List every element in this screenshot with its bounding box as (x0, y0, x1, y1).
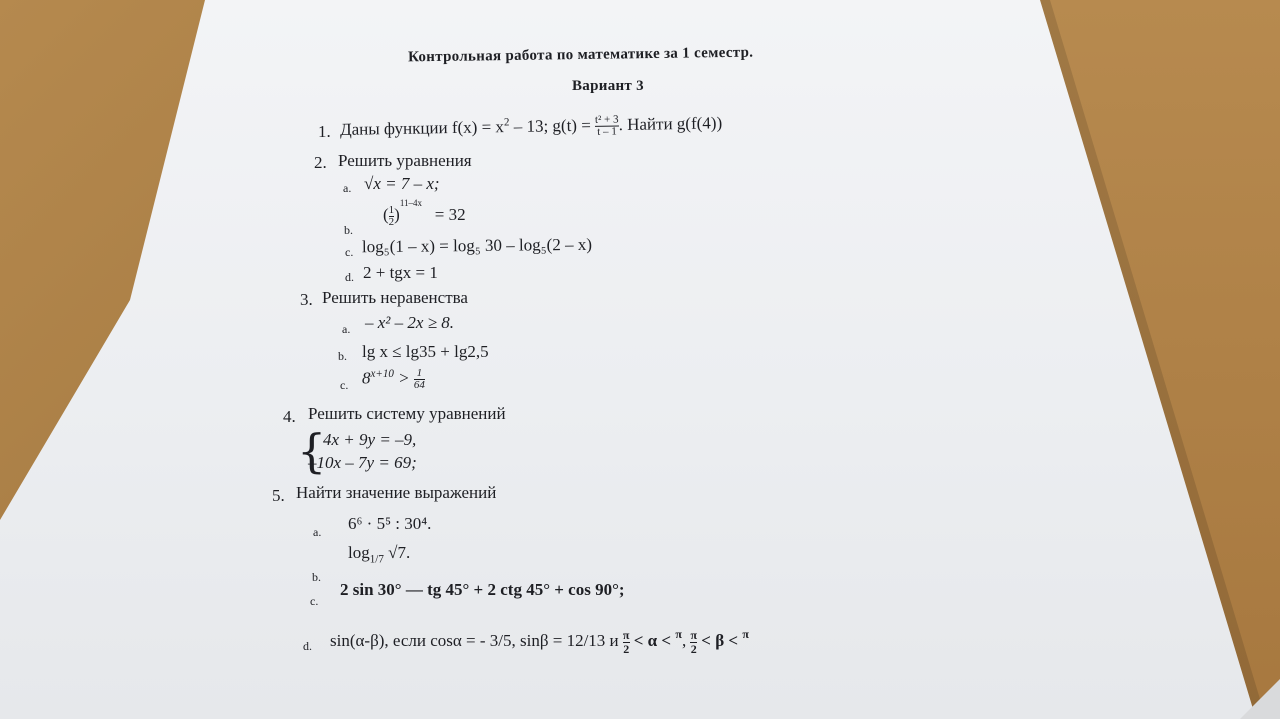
system-brace: { (297, 424, 327, 478)
task3-c-expr: $8^{x+10}$ > $\frac{1}{64}$ (362, 367, 425, 392)
task3-b-label: b. (338, 349, 347, 363)
task5-a-expr: 6⁶ · 5⁵ : 30⁴. (348, 514, 432, 533)
task5-c-expr: 2 sin 30° — tg 45° + 2 ctg 45° + cos 90°; (340, 580, 625, 599)
task4-eq2: –10x – 7y = 69; (308, 453, 417, 472)
task5-d-expr: sin(α-β), если cosα = - 3/5, sinβ = 12/13 и $\frac{\pi}{2}$ < α < $^\pi$, $\frac{\pi}{2}$ < β < $^\pi$ (330, 627, 749, 656)
task4-heading: Решить систему уравнений (308, 404, 506, 423)
task5-d-pi-half-1: $\frac{\pi}{2}$ (622, 627, 630, 656)
task2-b-expr: ( $\frac{1}{2}$ )$^{11-4x}$ = 32 (383, 198, 466, 228)
task5-b-expr: $\log_{1/7} √7$. (348, 543, 411, 566)
task5-a-label: a. (313, 525, 322, 539)
task3-b-expr: lg x ≤ lg35 + lg2,5 (362, 342, 489, 361)
variant-title: Вариант 3 (572, 78, 644, 94)
task4-eq1: 4x + 9y = –9, (323, 430, 417, 449)
task5-d-pi-half-2: $\frac{\pi}{2}$ (690, 627, 698, 656)
task2-b-label: b. (344, 223, 353, 237)
task4-number: 4. (283, 407, 296, 426)
task2-b-fraction: $\frac{1}{2}$ (388, 203, 395, 228)
task5-c-label: c. (310, 594, 319, 608)
task2-number: 2. (314, 153, 327, 172)
task3-number: 3. (300, 290, 313, 309)
task3-a-expr: – x² – 2x ≥ 8. (365, 313, 455, 332)
task5-number: 5. (272, 486, 285, 505)
task2-c-expr: log₅(1 – x) = log₅ 30 – log₅(2 – x) (361, 234, 593, 257)
task5-heading: Найти значение выражений (296, 483, 497, 502)
task2-heading: Решить уравнения (338, 151, 472, 170)
task2-a-expr: √x = 7 – x; (364, 174, 440, 193)
task3-a-label: a. (342, 322, 351, 336)
exam-title: Контрольная работа по математике за 1 семестр. (407, 44, 754, 66)
task2-a-label: a. (343, 181, 352, 195)
task3-c-label: c. (340, 378, 349, 392)
task3-c-fraction: $\frac{1}{64}$ (413, 367, 425, 392)
task1-number: 1. (318, 122, 331, 141)
task2-d-label: d. (345, 270, 354, 284)
task5-d-label: d. (303, 639, 312, 653)
task1-line: Даны функции $f(x) = x^2 - 13$; g(t) = $\frac{\text{t² + 3}}{t - 1}$ . Найти g(f(4)) (339, 113, 723, 139)
task2-d-expr: 2 + tgx = 1 (363, 263, 438, 282)
task3-heading: Решить неравенства (322, 288, 468, 307)
task1-fraction: $\frac{\text{t² + 3}}{t - 1}$ (594, 113, 619, 139)
task2-c-label: c. (345, 245, 354, 259)
task5-b-label: b. (312, 570, 321, 584)
